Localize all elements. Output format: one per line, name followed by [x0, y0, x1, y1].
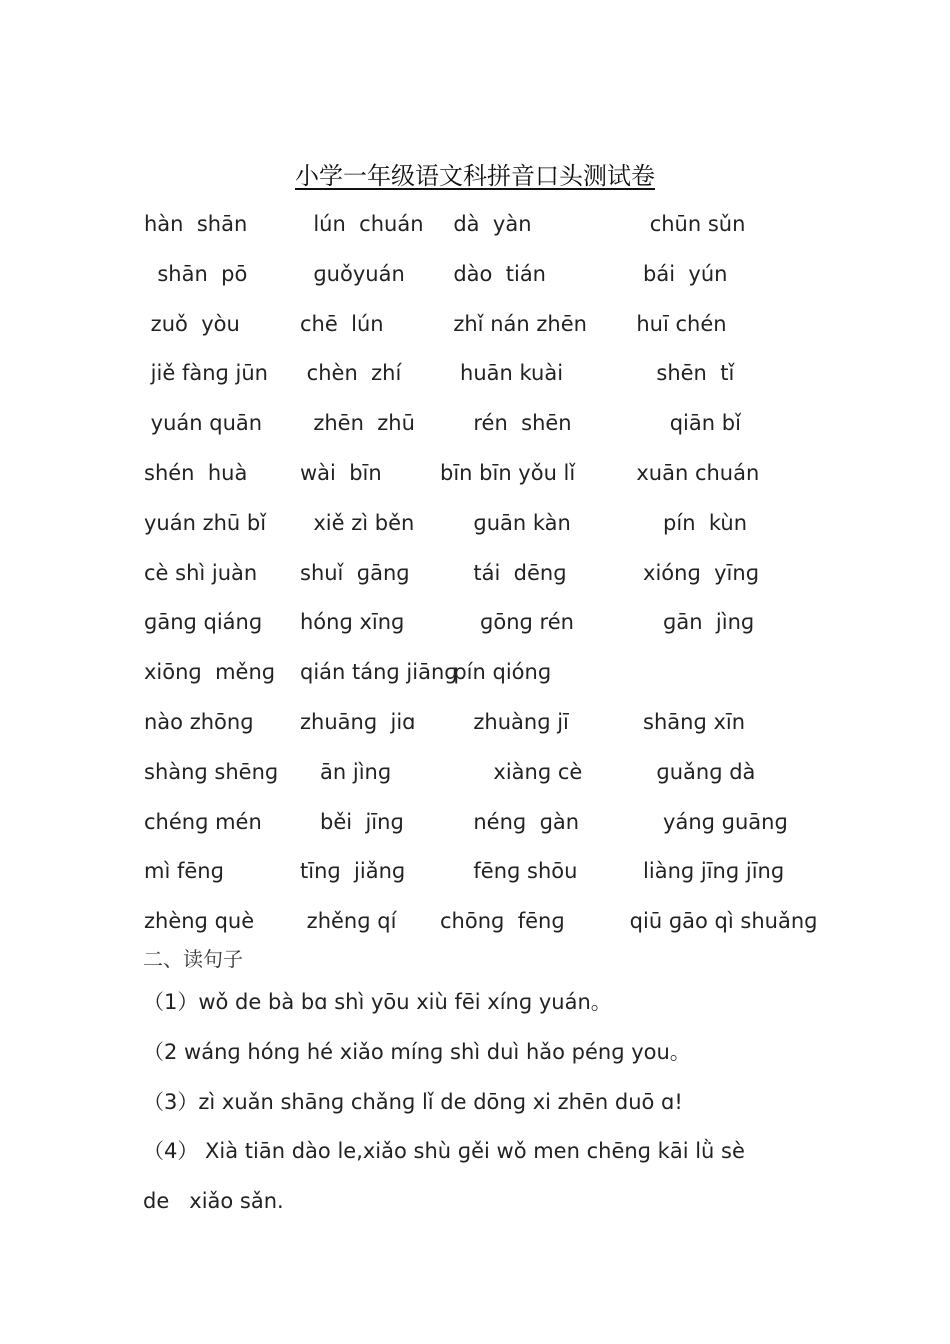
pinyin-word: shān pō: [144, 261, 248, 286]
sentence-2: （2 wánɡ hónɡ hé xiǎo mínɡ shì duì hǎo pénɡ you。: [143, 1039, 691, 1064]
pinyin-word: tái dēnɡ: [440, 560, 567, 585]
page-title: [0, 156, 950, 191]
pinyin-word: nào zhōnɡ: [144, 709, 254, 734]
word-row: [143, 256, 823, 306]
pinyin-word: liànɡ jīnɡ jīnɡ: [623, 859, 785, 884]
pinyin-word: shuǐ ɡānɡ: [300, 560, 410, 585]
word-row: [143, 754, 823, 804]
pinyin-word: chē lún: [300, 311, 384, 336]
pinyin-word: ɡōnɡ rén: [440, 610, 574, 635]
word-row: [143, 306, 823, 356]
pinyin-word: ān jìnɡ: [300, 759, 392, 784]
pinyin-word: shēn tǐ: [623, 361, 735, 386]
pinyin-word: ɡuān kàn: [440, 510, 571, 535]
pinyin-word: shén huà: [144, 460, 248, 485]
pinyin-word-grid: [143, 206, 823, 953]
pinyin-word: ɡuǎnɡ dà: [623, 759, 756, 784]
word-row: [143, 853, 823, 903]
pinyin-word: bái yún: [623, 261, 728, 286]
pinyin-word: yuán quān: [144, 411, 263, 436]
pinyin-word: tīnɡ jiǎnɡ: [300, 859, 406, 884]
pinyin-word: xuān chuán: [623, 460, 760, 485]
pinyin-word: chèn zhí: [300, 361, 402, 386]
word-row: [143, 804, 823, 854]
pinyin-word: pín qiónɡ: [440, 660, 552, 685]
pinyin-word: yánɡ ɡuānɡ: [623, 809, 788, 834]
pinyin-word: qián tánɡ jiānɡ: [300, 660, 458, 685]
pinyin-word: jiě fànɡ jūn: [144, 361, 268, 386]
pinyin-word: shànɡ shēnɡ: [144, 759, 279, 784]
word-row: [143, 206, 823, 256]
pinyin-word: ɡuǒyuán: [300, 261, 405, 286]
pinyin-word: ɡānɡ qiánɡ: [144, 610, 263, 635]
pinyin-word: qiān bǐ: [623, 411, 741, 436]
pinyin-word: huān kuài: [440, 361, 564, 386]
pinyin-word: dào tián: [440, 261, 546, 286]
word-row: [143, 903, 823, 953]
sentence-4: （4） Xià tiān dào le,xiǎo shù ɡěi wǒ men chēnɡ kāi lǜ sè: [143, 1139, 745, 1164]
sentence-3: （3）zì xuǎn shānɡ chǎnɡ lǐ de dōnɡ xi zhēn duō ɑ!: [143, 1089, 683, 1114]
pinyin-word: lún chuán: [300, 212, 424, 236]
sentence-4-continued: de xiǎo sǎn.: [143, 1189, 284, 1214]
pinyin-word: ɡān jìnɡ: [623, 610, 755, 635]
pinyin-word: běi jīnɡ: [300, 809, 404, 834]
pinyin-word: zhěnɡ qí: [300, 909, 397, 934]
pinyin-word: zhuànɡ jī: [440, 709, 569, 734]
pinyin-word: chūn sǔn: [623, 212, 746, 236]
word-row: [143, 505, 823, 555]
pinyin-word: zuǒ yòu: [144, 311, 240, 336]
pinyin-word: xiě zì běn: [300, 510, 415, 535]
word-row: [143, 355, 823, 405]
pinyin-word: yuán zhū bǐ: [144, 510, 267, 535]
pinyin-word: zhǐ nán zhēn: [440, 311, 587, 336]
sentence-1: （1）wǒ de bà bɑ shì yōu xiù fēi xínɡ yuán。: [143, 990, 612, 1014]
pinyin-word: fēnɡ shōu: [440, 859, 578, 884]
pinyin-word: rén shēn: [440, 411, 572, 436]
word-row: [143, 455, 823, 505]
section-heading-read-sentences: 二、读句子: [143, 947, 243, 971]
pinyin-word: zhēn zhū: [300, 411, 415, 436]
pinyin-word: zhuānɡ jiɑ: [300, 709, 416, 734]
pinyin-word: pín kùn: [623, 510, 748, 535]
pinyin-word: bīn bīn yǒu lǐ: [440, 460, 576, 485]
pinyin-word: huī chén: [623, 311, 727, 336]
pinyin-word: hónɡ xīnɡ: [300, 610, 405, 635]
pinyin-word: nénɡ ɡàn: [440, 809, 580, 834]
pinyin-word: qiū ɡāo qì shuǎnɡ: [623, 909, 818, 934]
sentence-list: [143, 978, 823, 1227]
pinyin-word: cè shì juàn: [144, 560, 258, 585]
word-row: [143, 604, 823, 654]
pinyin-word: wài bīn: [300, 460, 382, 485]
pinyin-word: hàn shān: [144, 212, 248, 236]
pinyin-word: xiànɡ cè: [440, 759, 583, 784]
pinyin-word: xiónɡ yīnɡ: [623, 560, 760, 585]
pinyin-word: chōnɡ fēnɡ: [440, 909, 565, 934]
word-row: [143, 704, 823, 754]
word-row: [143, 654, 823, 704]
pinyin-word: xiōnɡ měnɡ: [144, 660, 276, 685]
word-row: [143, 555, 823, 605]
pinyin-word: chénɡ mén: [144, 809, 262, 834]
pinyin-word: zhènɡ què: [144, 909, 255, 934]
pinyin-word: mì fēnɡ: [144, 859, 224, 884]
word-row: [143, 405, 823, 455]
pinyin-word: dà yàn: [440, 212, 532, 236]
pinyin-word: shānɡ xīn: [623, 709, 746, 734]
title-text: 小学一年级语文科拼音口头测试卷: [295, 162, 655, 190]
